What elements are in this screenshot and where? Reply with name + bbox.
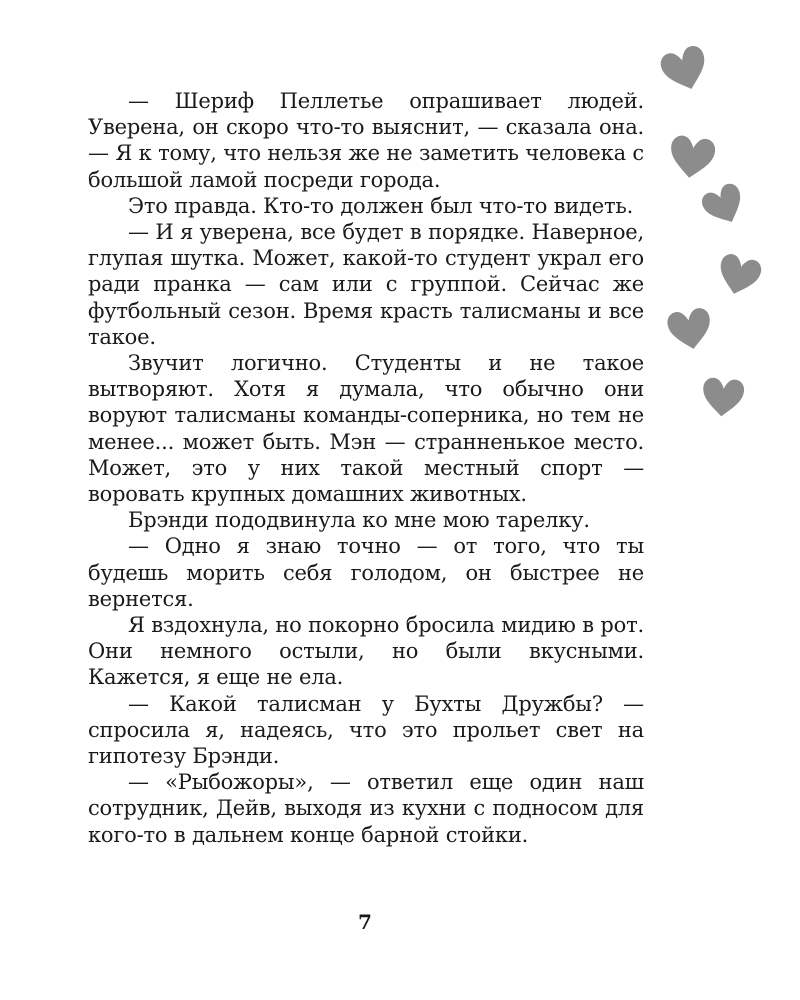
page-number: 7 <box>358 910 372 934</box>
paragraph: — Одно я знаю точно — от того, что ты будешь морить себя голодом, он быстрее не вернется. <box>88 534 644 611</box>
heart-leaf-icon <box>698 372 748 422</box>
page-body-text <box>88 88 644 848</box>
paragraph: Звучит логично. Студенты и не такое вытворяют. Хотя я думала, что обычно они воруют талисманы команды-соперника, но тем не менее... может быть. Мэн — странненькое место. Может, это у них такой местный спорт — воровать крупных домашних животных. <box>88 351 644 507</box>
heart-leaf-icon <box>665 132 719 182</box>
paragraph: — И я уверена, все будет в порядке. Наверное, глупая шутка. Может, какой-то студент украл его ради пранка — сам или с группой. Сейчас же футбольный сезон. Время красть талисманы и все такое. <box>88 220 644 349</box>
paragraph: Брэнди пододвинула ко мне мою тарелку. <box>128 508 590 533</box>
paragraph: — Шериф Пеллетье опрашивает людей. Уверена, он скоро что-то выяснит, — сказала она. — Я к тому, что нельзя же не заметить человека с большой ламой посреди города. <box>88 89 644 192</box>
paragraph: — Какой талисман у Бухты Дружбы? — спросила я, надеясь, что это прольет свет на гипотезу Брэнди. <box>88 691 644 769</box>
heart-leaf-icon <box>664 304 716 354</box>
paragraph: — «Рыбожоры», — ответил еще один наш сотрудник, Дейв, выходя из кухни с подносом для кого-то в дальнем конце барной стойки. <box>88 770 644 847</box>
heart-leaf-icon <box>700 180 748 230</box>
heart-leaf-icon <box>714 250 764 300</box>
paragraph: Я вздохнула, но покорно бросила мидию в рот. Они немного остыли, но были вкусными. Кажется, я еще не ела. <box>88 613 644 690</box>
paragraph: Это правда. Кто-то должен был что-то видеть. <box>128 193 634 218</box>
heart-leaf-icon <box>658 44 712 94</box>
